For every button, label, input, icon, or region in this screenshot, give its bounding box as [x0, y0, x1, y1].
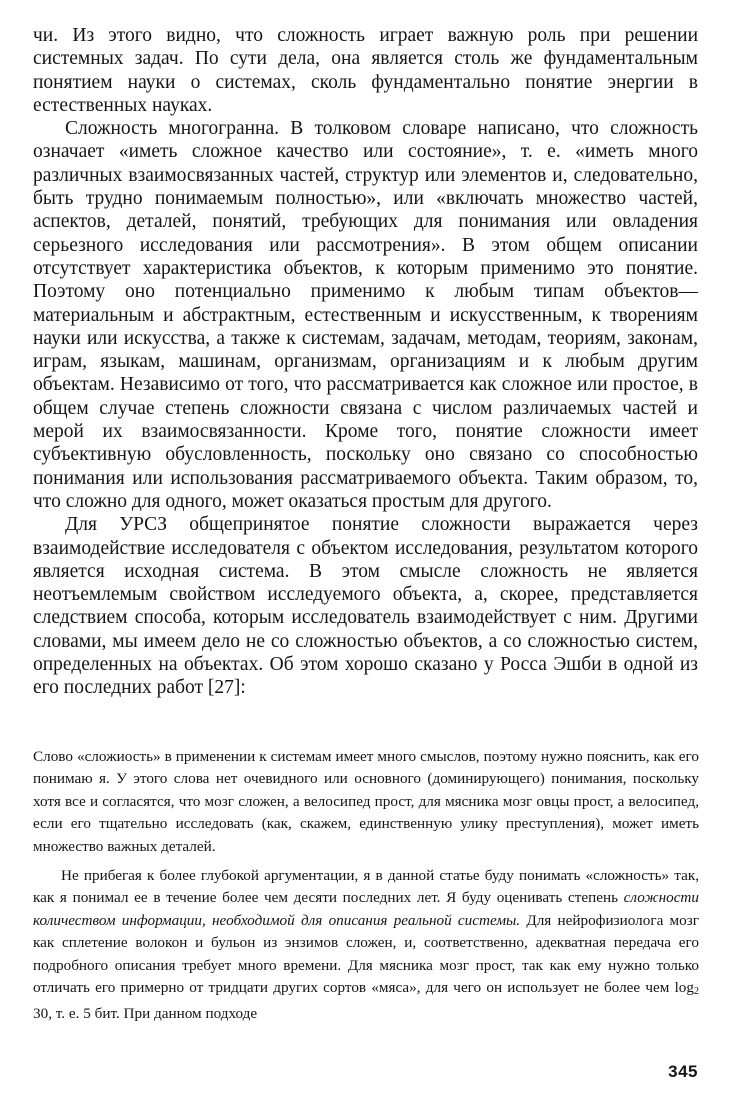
log-word: log	[674, 979, 694, 997]
quote-text-part-b: Для нейрофизиолога мозг как сплетение волокон и бульон из энзимов сложен, и, соответственно, адекватная передача его подробного описания требует много времени. Для мясника мозг прост, так как ему нужно только отличать его примерно от тридцати других сортов «мяса», для чего он использует не более чем	[33, 911, 699, 997]
paragraph-1: чи. Из этого видно, что сложность играет важную роль при решении системных задач. По сути дела, она является столь же фундаментальным понятием науки о системах, сколь фундаментально понятие энергии в естественных науках.	[33, 25, 698, 116]
quote-emphasis: сложности количеством информации, необходимой для описания реальной системы.	[33, 889, 699, 929]
quote-paragraph-1: Слово «сложиость» в применении к системам имеет много смыслов, поэтому нужно пояснить, как его понимаю я. У этого слова нет очевидного или основного (доминирующего) понимания, поскольку хотя все и согласятся, что мозг сложен, а велосипед прост, для мясника мозг овцы прост, а велосипед, если его тщательно исследовать (как, скажем, единственную улику преступления), может иметь множество важных деталей.	[33, 748, 699, 855]
paragraph-2: Сложность многогранна. В толковом словаре написано, что сложность означает «иметь сложное качество или состояние», т. е. «иметь много различных взаимосвязанных частей, структур или элементов и, следовательно, быть трудно понимаемым полностью», или «включать множество частей, аспектов, деталей, понятий, требующих для понимания или овладения серьезного исследования или рассмотрения». В этом общем описании отсутствует характеристика объектов, к которым применимо это понятие. Поэтому оно потенциально применимо к любым типам объектов—материальным и абстрактным, естественным и искусственным, к творениям науки или искусства, а также к системам, задачам, методам, теориям, законам, играм, языкам, машинам, организмам, организациям и к любым другим объектам. Независимо от того, что рассматривается как сложное или простое, в общем случае степень сложности связана с числом различаемых частей и мерой их взаимосвязанности. Кроме того, понятие сложности имеет субъективную обусловленность, поскольку оно связано со способностью понимания или использования рассматриваемого объекта. Таким образом, то, что сложно для одного, может оказаться простым для другого.	[33, 118, 698, 512]
main-text	[33, 24, 698, 700]
page-number: 345	[668, 1062, 698, 1081]
log-expression	[675, 979, 699, 996]
quote-paragraph-2	[33, 865, 699, 1026]
log-base: 2	[694, 986, 699, 998]
quote-text-part-a: Не прибегая к более глубокой аргументации, я в данной статье буду понимать «сложность» так, как я понимал ее в течение более чем десяти последних лет. Я буду оценивать степень	[33, 867, 699, 907]
paragraph-3: Для УРСЗ общепринятое понятие сложности выражается через взаимодействие исследователя с объектом исследования, результатом которого является исходная система. В этом смысле сложность не является неотъемлемым свойством исследуемого объекта, а, скорее, представляется следствием способа, которым исследователь взаимодействует с ним. Другими словами, мы имеем дело не со сложностью объектов, а со сложностью систем, определенных на объектах. Об этом хорошо сказано у Росса Эшби в одной из его последних работ [27]:	[33, 514, 698, 699]
quotation-block	[33, 746, 699, 1026]
quote-text-part-c: 30, т. е. 5 бит. При данном подходе	[33, 1005, 258, 1023]
